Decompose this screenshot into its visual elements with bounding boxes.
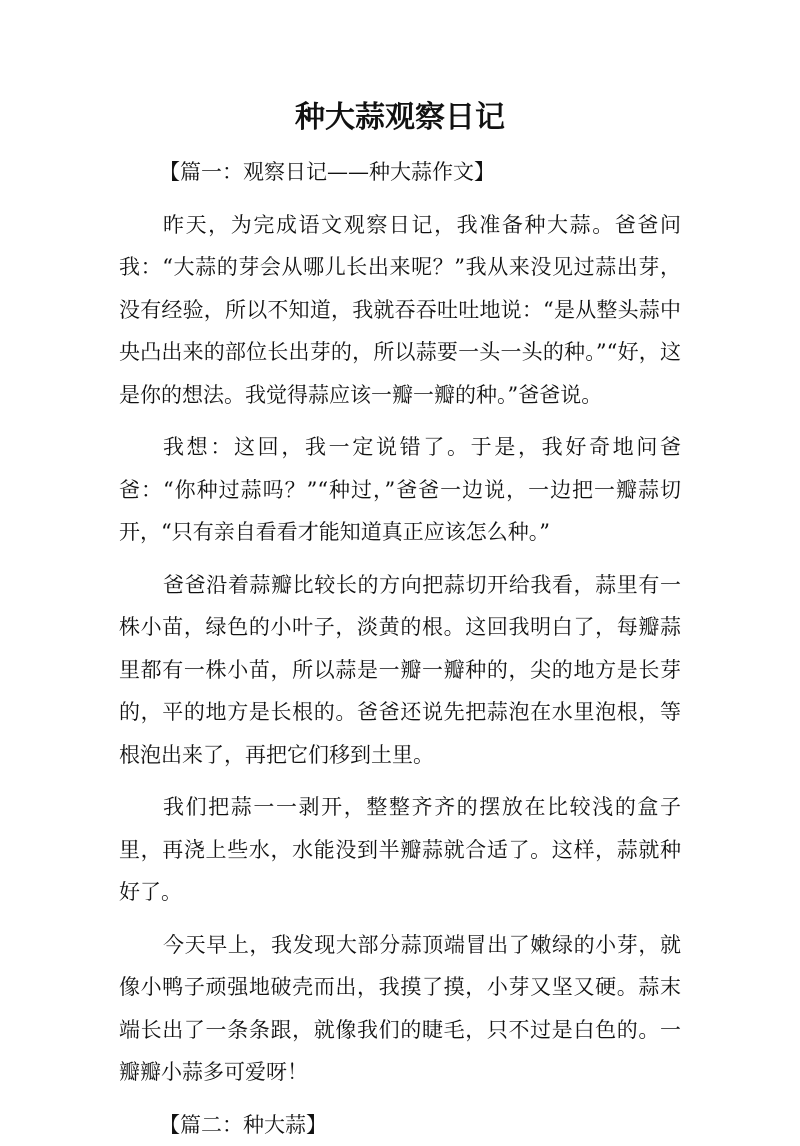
spacer: [119, 554, 681, 564]
section-heading-2: 【篇二：种大蒜】: [119, 1104, 681, 1146]
paragraph-5: 今天早上，我发现大部分蒜顶端冒出了嫩绿的小芽，就像小鸭子顽强地破壳而出，我摸了摸，小芽又坚又硬。蒜末端长出了一条条跟，就像我们的睫毛，只不过是白色的。一瓣瓣小蒜多可爱呀！: [119, 924, 681, 1094]
spacer: [119, 416, 681, 426]
paragraph-3: 爸爸沿着蒜瓣比较长的方向把蒜切开给我看，蒜里有一株小苗，绿色的小叶子，淡黄的根。这回我明白了，每瓣蒜里都有一株小苗，所以蒜是一瓣一瓣种的，尖的地方是长芽的，平的地方是长根的。爸爸还说先把蒜泡在水里泡根，等根泡出来了，再把它们移到土里。: [119, 564, 681, 777]
paragraph-4: 我们把蒜一一剥开，整整齐齐的摆放在比较浅的盒子里，再浇上些水，水能没到半瓣蒜就合适了。这样，蒜就种好了。: [119, 786, 681, 914]
section-heading-1: 【篇一：观察日记——种大蒜作文】: [119, 151, 681, 194]
spacer: [119, 1094, 681, 1104]
document-title: 种大蒜观察日记: [0, 96, 800, 140]
paragraph-2: 我想：这回，我一定说错了。于是，我好奇地问爸爸：“你种过蒜吗？”“种过，”爸爸一边说，一边把一瓣蒜切开，“只有亲自看看才能知道真正应该怎么种。”: [119, 426, 681, 554]
paragraph-1: 昨天，为完成语文观察日记，我准备种大蒜。爸爸问我：“大蒜的芽会从哪儿长出来呢？”我从来没见过蒜出芽，没有经验，所以不知道，我就吞吞吐吐地说：“是从整头蒜中央凸出来的部位长出芽的，所以蒜要一头一头的种。”“好，这是你的想法。我觉得蒜应该一瓣一瓣的种。”爸爸说。: [119, 204, 681, 417]
spacer: [119, 776, 681, 786]
document-body: [119, 151, 681, 1146]
spacer: [119, 914, 681, 924]
spacer: [119, 194, 681, 204]
